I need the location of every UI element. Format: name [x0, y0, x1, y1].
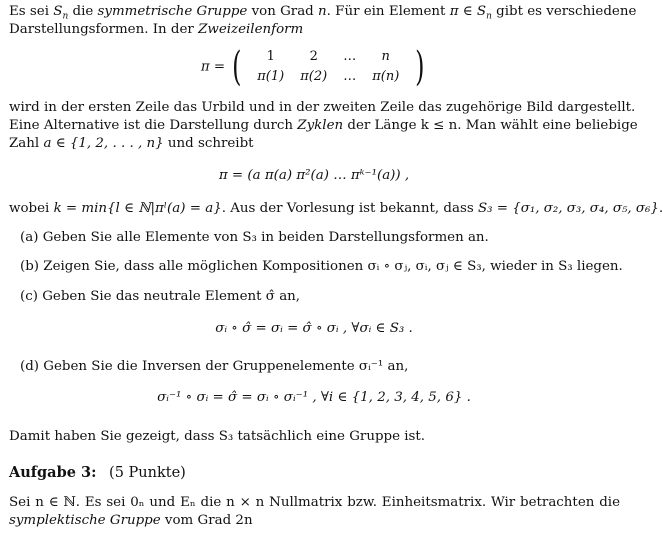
exercise-points: (5 Punkte)	[109, 465, 186, 481]
item-d: (d) Geben Sie die Inversen der Gruppenelemente σᵢ⁻¹ an,	[20, 359, 409, 374]
final-line-2: symplektische Gruppe vom Grad 2n	[9, 513, 253, 528]
conclusion: Damit haben Sie gezeigt, dass S₃ tatsächlich eine Gruppe ist.	[9, 429, 426, 444]
para2-line-3: Zahl a ∈ {1, 2, . . . , n} und schreibt	[9, 136, 254, 151]
term-symplectic-group: symplektische Gruppe	[9, 513, 161, 528]
item-d-equation: σᵢ⁻¹ ∘ σᵢ = σ̂ = σᵢ ∘ σᵢ⁻¹ , ∀i ∈ {1, 2, 3, 4, 5, 6} .	[157, 390, 471, 405]
term-cycles: Zyklen	[297, 118, 344, 133]
term-symmetric-group: symmetrische Gruppe	[97, 4, 248, 19]
term-two-line-form: Zweizeilenform	[198, 22, 304, 37]
intro-line-2: Darstellungsformen. In der Zweizeilenform	[9, 22, 304, 37]
para3-line: wobei k = min{l ∈ ℕ|πˡ(a) = a}. Aus der Vorlesung ist bekannt, dass S₃ = {σ₁, σ₂, σ₃, σ₄, σ₅, σ₆}.	[9, 201, 663, 216]
item-b: (b) Zeigen Sie, dass alle möglichen Kompositionen σᵢ ∘ σⱼ, σᵢ, σⱼ ∈ S₃, wieder in S₃ liegen.	[20, 259, 623, 274]
two-line-matrix: π = ( 1 2 … n π(1) π(2) … π(n) )	[200, 44, 425, 90]
final-line-1: Sei n ∈ ℕ. Es sei 0ₙ und Eₙ die n × n Nullmatrix bzw. Einheitsmatrix. Wir betrachten die	[9, 495, 620, 510]
para2-line-2: Eine Alternative ist die Darstellung durch Zyklen der Länge k ≤ n. Man wählt eine beliebige	[9, 118, 638, 133]
cycle-formula: π = (a π(a) π²(a) … πᵏ⁻¹(a)) ,	[218, 168, 410, 183]
para2-line-1: wird in der ersten Zeile das Urbild und in der zweiten Zeile das zugehörige Bild dargestellt.	[9, 100, 636, 115]
intro-line-1: Es sei $S_n$ die symmetrische Gruppe von Grad n. Für ein Element π ∈ $S_n$ gibt es verschiedene	[9, 4, 637, 22]
item-a: (a) Geben Sie alle Elemente von S₃ in beiden Darstellungsformen an.	[20, 230, 489, 245]
item-c: (c) Geben Sie das neutrale Element σ̂ an,	[20, 289, 301, 304]
exercise-title: Aufgabe 3:	[9, 464, 97, 481]
item-c-equation: σᵢ ∘ σ̂ = σᵢ = σ̂ ∘ σᵢ , ∀σᵢ ∈ S₃ .	[215, 321, 413, 336]
exercise-heading	[9, 464, 620, 482]
permutation-matrix: 1 2 … n π(1) π(2) … π(n)	[257, 49, 400, 84]
